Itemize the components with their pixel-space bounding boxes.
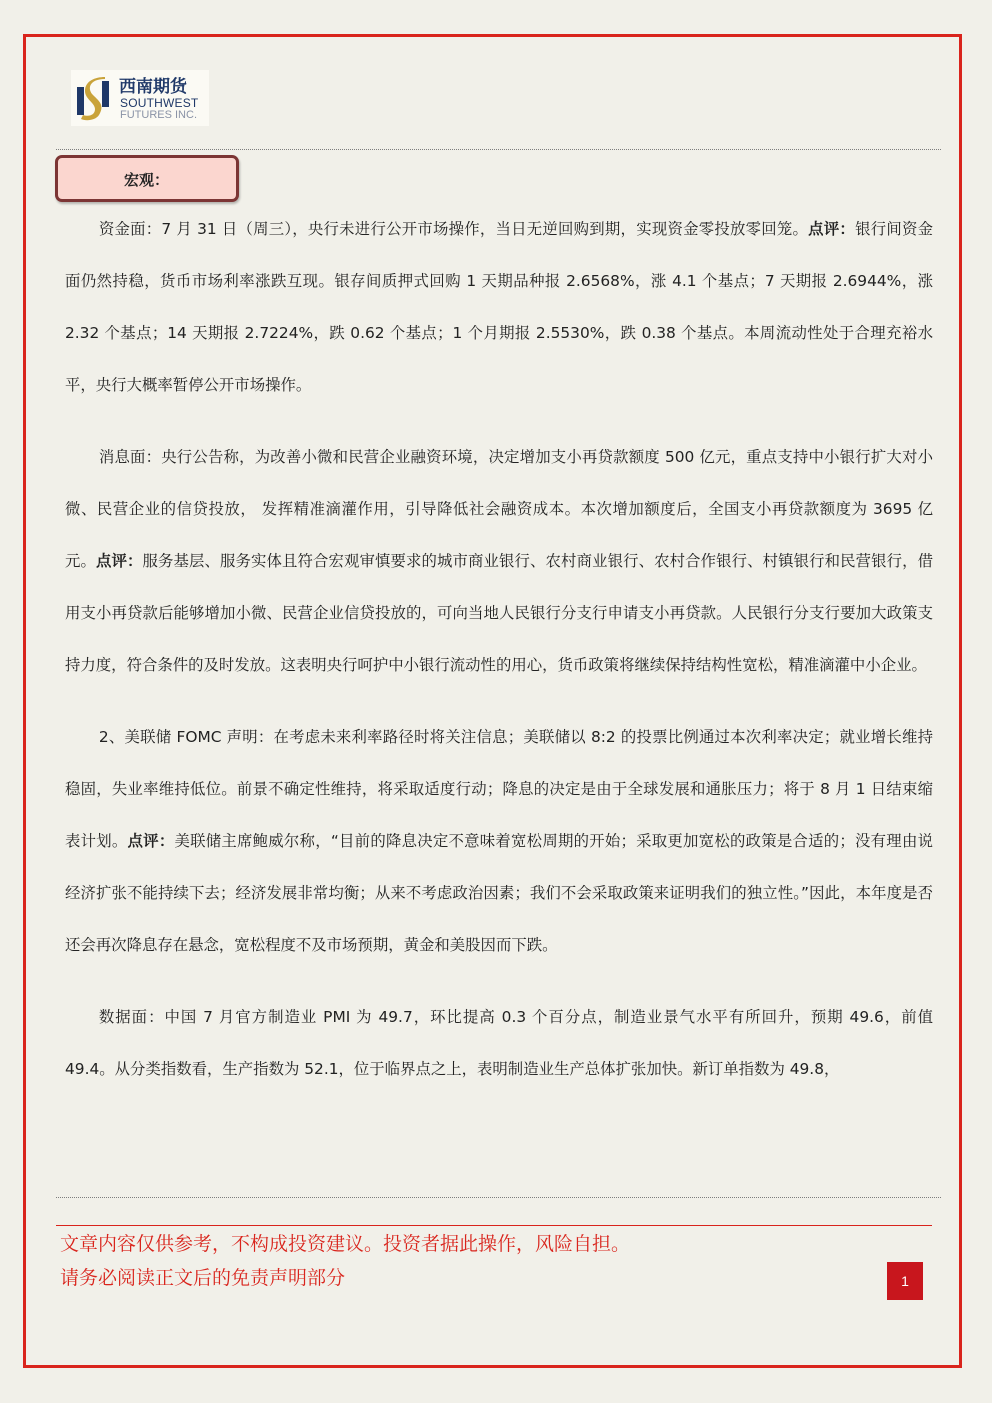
company-logo (71, 70, 209, 126)
disclaimer-line-2: 请务必阅读正文后的免责声明部分 (60, 1267, 346, 1289)
paragraph-text: 数据面：中国 7 月官方制造业 PMI 为 49.7，环比提高 0.3 个百分点，制造业景气水平有所回升，预期 49.6，前值 49.4。从分类指数看，生产指数为 52.1，位于临界点之上，表明制造业生产总体扩张加快。新订单指数为 49.8， (65, 1008, 933, 1078)
disclaimer-line-1: 文章内容仅供参考，不构成投资建议。投资者据此操作，风险自担。 (60, 1233, 631, 1255)
paragraph-text: 2、美联储 FOMC 声明：在考虑未来利率路径时将关注信息；美联储以 8:2 的投票比例通过本次利率决定；就业增长维持稳固，失业率维持低位。前景不确定性维持，将采取适度行动；降息的决定是由于全球发展和通胀压力；将于 8 月 1 日结束缩表计划。 (65, 728, 933, 850)
article-body (65, 203, 933, 1115)
section-title: 宏观： (124, 171, 170, 189)
paragraph-text: 资金面：7 月 31 日（周三），央行未进行公开市场操作，当日无逆回购到期，实现资金零投放零回笼。 (98, 220, 809, 238)
paragraph-text: 银行间资金面仍然持稳，货币市场利率涨跌互现。银存间质押式回购 1 天期品种报 2.6568%，涨 4.1 个基点；7 天期报 2.6944%，涨 2.32 个基点；14 天期报 2.7224%，跌 0.62 个基点；1 个月期报 2.5530%，跌 0.38 个基点。本周流动性处于合理充裕水平，央行大概率暂停公开市场操作。 (65, 220, 933, 394)
comment-label: 点评： (808, 220, 856, 238)
paragraph (65, 711, 933, 971)
paragraph (65, 203, 933, 411)
paragraph-text: 美联储主席鲍威尔称，“目前的降息决定不意味着宽松周期的开始；采取更加宽松的政策是合适的；没有理由说经济扩张不能持续下去；经济发展非常均衡；从来不考虑政治因素；我们不会采取政策来证明我们的独立性。”因此，本年度是否还会再次降息存在悬念，宽松程度不及市场预期，黄金和美股因而下跌。 (65, 832, 933, 954)
logo-name-en: SOUTHWEST (120, 96, 199, 110)
logo-name-en-sub: FUTURES INC. (120, 109, 197, 121)
body-bottom-divider (56, 1197, 941, 1198)
paragraph (65, 991, 933, 1095)
footer-rule (56, 1225, 932, 1226)
paragraph (65, 431, 933, 691)
comment-label: 点评： (96, 552, 143, 570)
section-heading-box (55, 155, 239, 202)
header-divider (56, 149, 941, 150)
page-number-badge: 1 (887, 1262, 923, 1300)
logo-name-cn: 西南期货 (119, 77, 187, 97)
paragraph-text: 消息面：央行公告称，为改善小微和民营企业融资环境，决定增加支小再贷款额度 500 亿元，重点支持中小银行扩大对小微、民营企业的信贷投放， 发挥精准滴灌作用，引导降低社会融资成本。本次增加额度后，全国支小再贷款额度为 3695 亿元。 (65, 448, 933, 570)
paragraph-text: 服务基层、服务实体且符合宏观审慎要求的城市商业银行、农村商业银行、农村合作银行、村镇银行和民营银行，借用支小再贷款后能够增加小微、民营企业信贷投放的，可向当地人民银行分支行申请支小再贷款。人民银行分支行要加大政策支持力度，符合条件的及时发放。这表明央行呵护中小银行流动性的用心，货币政策将继续保持结构性宽松，精准滴灌中小企业。 (65, 552, 933, 674)
comment-label: 点评： (127, 832, 175, 850)
logo-emblem-icon (75, 75, 111, 123)
